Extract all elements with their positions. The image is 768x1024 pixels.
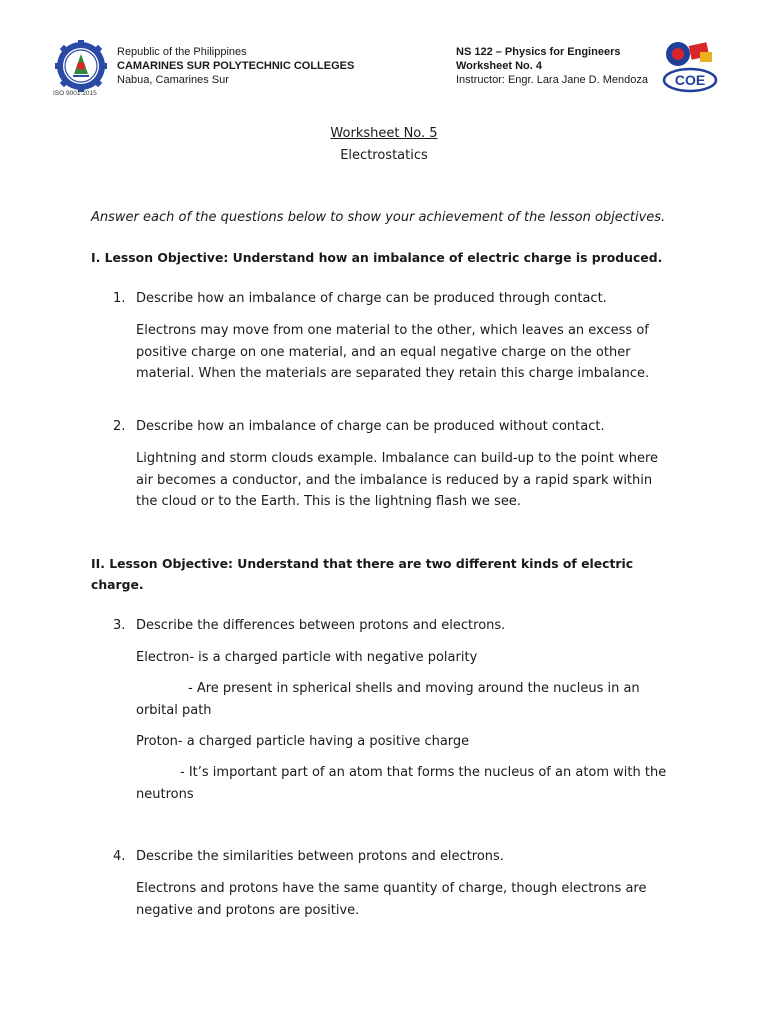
question-number: 1. [113,291,126,306]
worksheet-ref: Worksheet No. 4 [456,60,542,72]
header-left [117,45,354,87]
answer-line: - Are present in spherical shells and moving around the nucleus in an orbital path [136,681,640,718]
answer-line: - It’s important part of an atom that forms the nucleus of an atom with the neutrons [136,765,667,802]
section-heading-2: II. Lesson Objective: Understand that there are two different kinds of electric charge. [91,556,634,592]
course-code: NS 122 – Physics for Engineers [456,46,621,58]
republic-line: Republic of the Philippines [117,46,247,58]
svg-text:COE: COE [674,72,706,88]
question-text: Describe how an imbalance of charge can be produced without contact. [136,419,605,434]
worksheet-title: Worksheet No. 5 [330,126,438,141]
header-right [456,45,648,87]
instructor-line: Instructor: Engr. Lara Jane D. Mendoza [456,74,648,86]
department-logo [660,38,720,94]
question-number: 4. [113,849,126,864]
college-location: Nabua, Camarines Sur [117,74,229,86]
question-number: 2. [113,419,126,434]
college-seal-logo [55,40,107,92]
question-text: Describe how an imbalance of charge can be produced through contact. [136,291,607,306]
answer-line: Proton- a charged particle having a positive charge [136,734,470,749]
question-number: 3. [113,618,126,633]
iso-label: ISO 9001:2015 [53,90,97,97]
instructions: Answer each of the questions below to show your achievement of the lesson objectives. [91,210,666,225]
answer-text: Electrons and protons have the same quantity of charge, though electrons are negative and protons are positive. [136,881,647,918]
question-text: Describe the similarities between protons and electrons. [136,849,504,864]
question-text: Describe the differences between protons and electrons. [136,618,506,633]
answer-text: Lightning and storm clouds example. Imbalance can build-up to the point where air becomes a conductor, and the imbalance is reduced by a rapid spark within the cloud or to the Earth. This is the lightning flash we see. [136,451,659,509]
answer-text: Electrons may move from one material to the other, which leaves an excess of positive charge on one material, and an equal negative charge on the other material. When the materials are separated they retain this charge imbalance. [136,323,650,381]
college-name: CAMARINES SUR POLYTECHNIC COLLEGES [117,60,355,72]
answer-line: Electron- is a charged particle with negative polarity [136,650,478,665]
section-heading-1: I. Lesson Objective: Understand how an imbalance of electric charge is produced. [91,250,663,265]
worksheet-subtitle: Electrostatics [340,148,428,163]
